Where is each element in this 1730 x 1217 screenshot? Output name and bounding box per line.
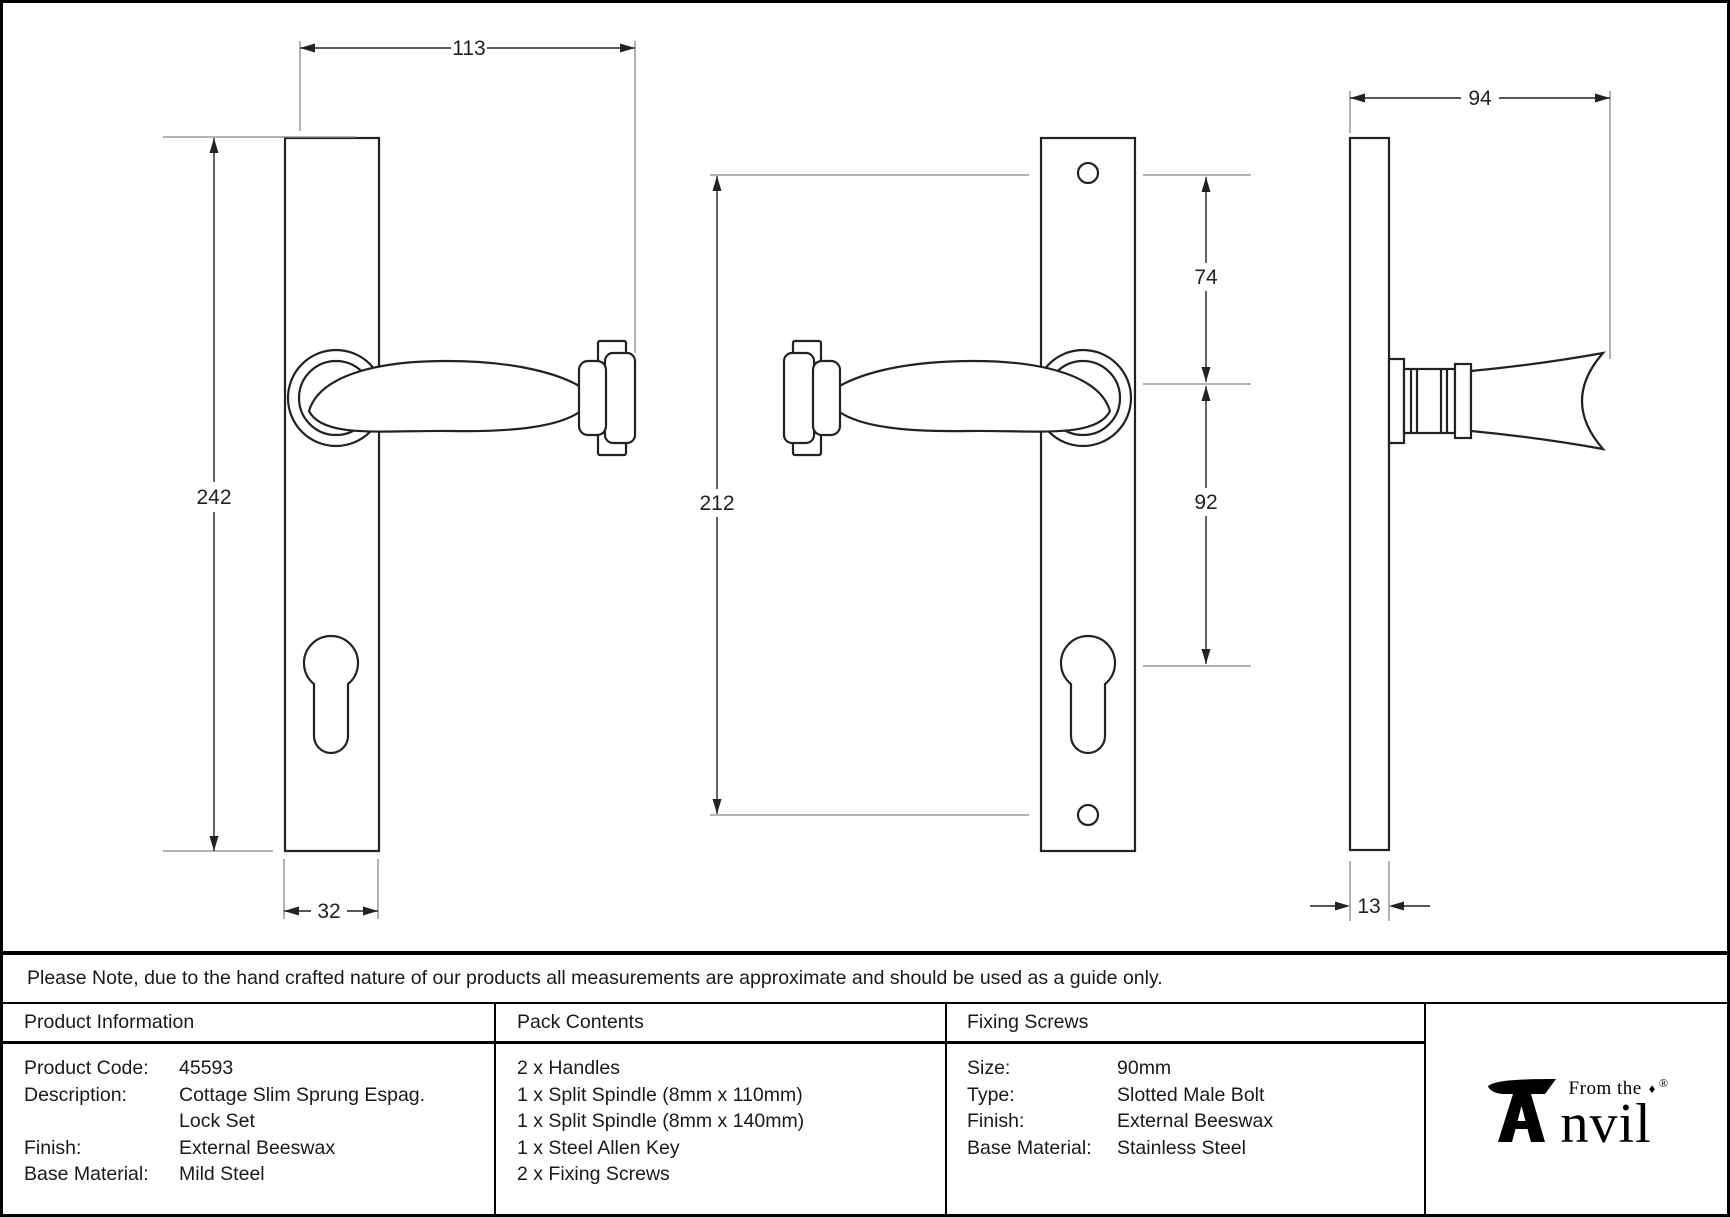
technical-drawings bbox=[3, 3, 1727, 951]
lever-end-block bbox=[579, 361, 606, 435]
screw-hole-bottom bbox=[1078, 805, 1098, 825]
product-code-row bbox=[24, 1055, 494, 1082]
pack-contents-body bbox=[496, 1044, 945, 1214]
dim-label-side-overall-depth: 94 bbox=[1468, 87, 1492, 110]
base-material-value: Mild Steel bbox=[179, 1163, 265, 1185]
description-value-line1: Cottage Slim Sprung Espag. bbox=[179, 1083, 426, 1106]
size-row bbox=[967, 1055, 1424, 1082]
logo-brand-name: nvil bbox=[1560, 1093, 1652, 1155]
lever-end-cap bbox=[605, 353, 635, 443]
dim-label-side-plate-thickness: 13 bbox=[1357, 895, 1381, 918]
pack-item: 2 x Handles bbox=[517, 1057, 620, 1079]
type-value: Slotted Male Bolt bbox=[1117, 1083, 1265, 1106]
description-label-spacer bbox=[24, 1108, 179, 1135]
description-label: Description: bbox=[24, 1083, 127, 1106]
screw-base-material-row bbox=[967, 1135, 1424, 1162]
measurement-note-text: Please Note, due to the hand crafted nature of our products all measurements are approximate and should be used as a guide only. bbox=[27, 967, 1163, 989]
grip-profile bbox=[1471, 353, 1603, 449]
spec-table bbox=[3, 1004, 1727, 1214]
anvil-icon bbox=[1485, 1078, 1559, 1144]
finish-value: External Beeswax bbox=[179, 1136, 336, 1159]
logo-text bbox=[1560, 1075, 1669, 1155]
dim-label-screw-to-handle: 74 bbox=[1194, 266, 1218, 289]
grip-collar bbox=[1455, 364, 1471, 438]
finish-row bbox=[24, 1135, 494, 1162]
size-label: Size: bbox=[967, 1057, 1011, 1079]
pack-contents-column bbox=[494, 1004, 945, 1214]
logo-from-the: From the bbox=[1568, 1078, 1642, 1099]
dim-label-screw-spacing: 212 bbox=[699, 492, 735, 515]
product-information-body bbox=[3, 1044, 494, 1214]
drawings-svg bbox=[3, 3, 1727, 951]
size-value: 90mm bbox=[1117, 1057, 1172, 1079]
fixing-screws-header: Fixing Screws bbox=[947, 1004, 1424, 1044]
dim-label-front-plate-width: 32 bbox=[317, 900, 341, 923]
product-information-header: Product Information bbox=[3, 1004, 494, 1044]
product-code-label: Product Code: bbox=[24, 1057, 149, 1079]
brand-logo-cell bbox=[1424, 1004, 1727, 1214]
rose-edge bbox=[1389, 359, 1404, 443]
dim-label-handle-to-cylinder: 92 bbox=[1194, 491, 1218, 514]
dim-label-front-overall-width: 113 bbox=[452, 37, 486, 60]
front-view-right-hand bbox=[285, 138, 635, 851]
diamond-icon: ♦ bbox=[1648, 1081, 1656, 1096]
description-row-continued bbox=[24, 1108, 494, 1135]
registered-mark: ® bbox=[1658, 1075, 1669, 1090]
type-row bbox=[967, 1082, 1424, 1109]
from-the-anvil-logo bbox=[1485, 1075, 1669, 1155]
description-row bbox=[24, 1082, 494, 1109]
side-view bbox=[1350, 138, 1603, 850]
lever-end-block bbox=[813, 361, 840, 435]
fixing-screws-body bbox=[947, 1044, 1424, 1214]
pack-item: 1 x Split Spindle (8mm x 110mm) bbox=[517, 1083, 803, 1106]
base-material-row bbox=[24, 1161, 494, 1188]
product-information-column bbox=[3, 1004, 494, 1214]
screw-base-material-label: Base Material: bbox=[967, 1136, 1092, 1159]
finish-label: Finish: bbox=[24, 1136, 82, 1159]
pack-item: 2 x Fixing Screws bbox=[517, 1163, 670, 1185]
dim-label-front-plate-height: 242 bbox=[196, 486, 232, 509]
description-value-line2: Lock Set bbox=[179, 1110, 255, 1132]
info-band bbox=[3, 951, 1727, 1214]
screw-finish-row bbox=[967, 1108, 1424, 1135]
screw-hole-top bbox=[1078, 163, 1098, 183]
screw-finish-value: External Beeswax bbox=[1117, 1110, 1274, 1132]
fixing-screws-column bbox=[945, 1004, 1424, 1214]
screw-finish-label: Finish: bbox=[967, 1110, 1025, 1132]
pack-item: 1 x Split Spindle (8mm x 140mm) bbox=[517, 1110, 805, 1132]
backplate-edge bbox=[1350, 138, 1389, 850]
pack-contents-header: Pack Contents bbox=[496, 1004, 945, 1044]
pack-item: 1 x Steel Allen Key bbox=[517, 1136, 680, 1159]
screw-base-material-value: Stainless Steel bbox=[1117, 1136, 1246, 1159]
measurement-note bbox=[3, 955, 1727, 1004]
lever-end-cap bbox=[784, 353, 814, 443]
type-label: Type: bbox=[967, 1083, 1015, 1106]
base-material-label: Base Material: bbox=[24, 1163, 149, 1185]
front-view-left-hand bbox=[784, 138, 1135, 851]
product-code-value: 45593 bbox=[179, 1057, 234, 1079]
